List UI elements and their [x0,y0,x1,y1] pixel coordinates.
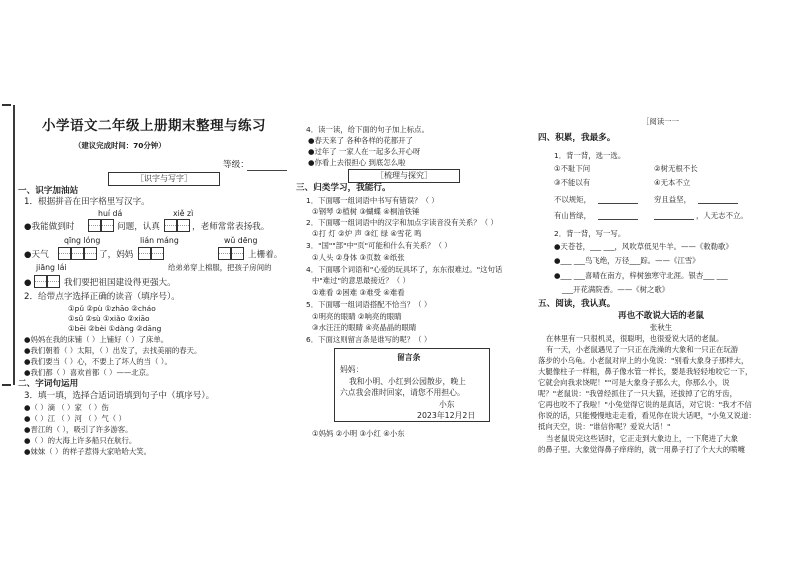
writing-grid[interactable] [138,247,151,260]
story-text: 它再也咬不了我啦！"小兔觉得它说的是真话，对它说："我才不信 [538,400,752,409]
answer-line[interactable] [654,219,694,220]
question: 1．下面哪一组词语中书写有错误？（ ） [306,196,439,205]
pinyin: jiāng lái [36,263,67,272]
pinyin: xiě zì [173,209,194,218]
fill-line: 问题，认真 [117,222,160,232]
question-2: 2．给带点字选择正确的读音（填序号）。 [24,292,180,302]
poem-line: ●___ ___鸟飞绝，万径___踪。——《江雪》 [554,256,700,265]
choice-sentence: ●我们朝着（ ）太阳，（ ）出发了，去找美丽的春天。 [24,346,202,355]
note-body: 我和小明、小红到公园散步，晚上 [349,377,466,386]
question: 6．下面这则留言条是谁写的呢？（ ） [306,335,432,344]
options: ①打 灯 ②炉 声 ③红 绿 ④雪花 鸣 [312,229,422,238]
options: ①妈妈 ②小明 ③小红 ④小东 [312,429,405,438]
fill-item: ●妹妹（ ）的样子惹得大家哈哈大笑。 [24,447,152,456]
options: ①难看 ②困难 ③难受 ④难看 [312,288,405,297]
options: ①人头 ②身体 ③页数 ④纸张 [312,253,405,262]
note-date: 2023年12月2日 [417,411,476,420]
section-title: 四、积累，我最多。 [538,133,616,143]
time-hint: （建议完成时间：70分钟） [74,141,166,150]
writing-grid[interactable] [164,219,177,232]
middle-column [296,0,528,561]
question: 2．下面哪一组词语中的汉字和加点字读音没有关系？（ ） [306,218,498,227]
writing-grid[interactable] [58,247,71,260]
options: ①钢琴 ②植树 ③蝴蝶 ④桐油铁锤 [312,207,420,216]
story-text: 大腿像柱子一样粗，鼻子像水管一样长，要是我轻轻地咬它一下， [538,367,753,376]
choice: ④无本不立 [654,178,691,187]
fill-item: ●（ ）江 （ ）河 （ ）气（ ） [24,414,126,423]
right-column [532,0,790,561]
note-signature: 小东 [439,400,455,409]
story-title: 再也不敢说大话的老鼠 [618,311,704,321]
choice: ②树无根不长 [654,164,698,173]
pinyin: qīng lóng [64,236,101,245]
writing-grid[interactable] [218,247,231,260]
fill-line: ●我能做到时 [24,222,75,232]
choice-sentence: ●我们都（ ）喜欢首都（ ）——北京。 [24,368,154,377]
punctuation-item: ●你看上去很担心 到底怎么啦 [308,158,406,167]
pinyin: wǔ dēng [224,236,258,245]
story-text: 落步的小乌龟。小老鼠对岸上的小兔说："别看大象身子那样大， [538,356,749,365]
fill-line: ● [24,278,32,288]
section-title: 二、字词句运用 [18,379,79,389]
pinyin: huí dá [98,209,123,218]
fill-line: 给弟弟穿上棉服，把孩子房间的 [168,263,272,272]
reading-options: ①pǔ ②pù ①zhāo ②cháo [68,304,156,313]
writing-grid[interactable] [88,219,101,232]
saying-line: 不以规矩， [554,195,591,204]
fill-item: ●晋江的（ ），吸引了许多游客。 [24,425,133,434]
writing-grid[interactable] [34,275,47,288]
section-title: 三、归类学习，我能行。 [296,183,391,193]
binding-line [13,105,15,385]
saying-line: 穷且益坚， [654,195,691,204]
story-text: 呢？"老鼠说："我曾经抓住了一只大猫，还拔掉了它的牙齿， [538,389,737,398]
writing-grid[interactable] [151,247,164,260]
answer-line[interactable] [598,203,638,204]
poem-line: ●___ ___喜晴在南方，梓树独寒守北涯。银杏___ ___ [554,271,728,280]
grade-label: 等级： [223,160,249,170]
fill-line: 上栅着。 [248,250,283,260]
question: 3．"国""部"中"页"可能和什么有关系？（ ） [306,241,452,250]
story-text: 你说的话，只能慢慢地走走看，看见你在说大话吧，"小兔又说道： [538,411,756,420]
note-greeting: 妈妈： [340,365,364,374]
binding-mark [2,384,11,386]
choice: ①不耻下问 [554,164,591,173]
writing-grid[interactable] [231,247,244,260]
message-note [334,348,490,422]
reading-options: ①bēi ②bèi ①dàng ②dāng [68,324,162,333]
binding-mark [2,104,11,106]
answer-line[interactable] [598,219,638,220]
punctuation-item: ●过年了 一家人在一起多么开心呀 [308,147,421,156]
question: 1．背一背，选一选。 [554,151,626,160]
fill-item: ●（ ）滴 （ ）家 （ ）伤 [24,403,109,412]
reading-options: ①sǔ ②sù ①xiǎo ②xiāo [68,314,150,323]
options: ③水汪汪的眼睛 ④亮晶晶的眼睛 [312,323,417,332]
question-3: 3．填一填，选择合适词语填到句子中（填序号）。 [24,391,215,401]
choice: ③不能以有 [554,178,591,187]
choice-sentence: ●我们要当（ ）心，不要上了坏人的当（ ）。 [24,357,172,366]
note-body: 六点我会准时回家，请您不用担心。 [340,388,465,397]
section-header: ［识字与写字］ [108,172,220,186]
story-text: 它就会向我求饶呢！""可是大象身子那么大，你那么小，说 [538,378,730,387]
writing-grid[interactable] [84,247,97,260]
fill-line: ，老师常常表扬我。 [192,222,270,232]
section-header: ［梳理与探究］ [348,169,460,183]
page-title: 小学语文二年级上册期末整理与练习 [42,118,266,134]
left-column [18,0,293,561]
grade-line [247,170,287,171]
options: ①明亮的眼睛 ②响亮的眼睛 [312,312,402,321]
writing-grid[interactable] [177,219,190,232]
story-text: 当老鼠说完这些话时，它正走到大象边上，一下爬进了大象 [546,434,739,443]
story-text: 有一天，小老鼠遇见了一只正在洗澡的大象和一只正在玩游 [546,345,739,354]
question-4: 4．读一读，给下面的句子加上标点。 [306,125,429,134]
question: 2．背一背，写一写。 [554,229,626,238]
answer-line[interactable] [698,203,738,204]
note-title: 留言条 [397,353,421,362]
pinyin: lián máng [140,236,179,245]
question: 4．下面哪个词语和"心爱的玩具坏了，东东很难过。"这句话 [306,265,503,274]
question: 中"难过"的意思最接近？（ ） [312,276,410,285]
story-author: 张秋生 [650,323,673,332]
poem-line: ●天苍苍，___ ___，风吹草低见牛羊。——《敕勒歌》 [554,242,733,251]
section-title: 五、阅读，我认真。 [538,299,616,309]
corner-label: ［阅读一一 [642,117,679,126]
question: 5．下面哪一组词语搭配不恰当？（ ） [306,300,432,309]
section-title: 一、识字加油站 [18,186,79,196]
fill-line: 了，妈妈 [99,250,134,260]
fill-line: 我们要把祖国建设得更强大。 [64,278,176,288]
story-text: 抵向天空，说："谁信你呢？爱说大话！" [538,422,671,431]
saying-line: 有山皆绿， [554,211,591,220]
writing-grid[interactable] [47,275,60,288]
fill-item: ●（ ）的大海上许多船只在航行。 [24,436,137,445]
poem-line: ___开花满院香。——《树之歌》 [562,285,670,294]
story-text: 的鼻子里。大象觉得鼻子痒痒的，就一用鼻子打了个大大的喷嚏 [538,445,745,454]
story-text: 在林里有一只很机灵，很聪明，也很爱说大话的老鼠。 [546,334,724,343]
question-1: 1．根据拼音在田字格里写汉字。 [24,197,150,207]
writing-grid[interactable] [71,247,84,260]
choice-sentence: ●妈妈在我的床铺（ ）上铺好（ ）了床单。 [24,335,169,344]
punctuation-item: ●春天来了 各种各样的花都开了 [308,136,413,145]
saying-line: ，人无志不立。 [696,211,748,220]
fill-line: ●天气 [24,250,49,260]
writing-grid[interactable] [101,219,114,232]
